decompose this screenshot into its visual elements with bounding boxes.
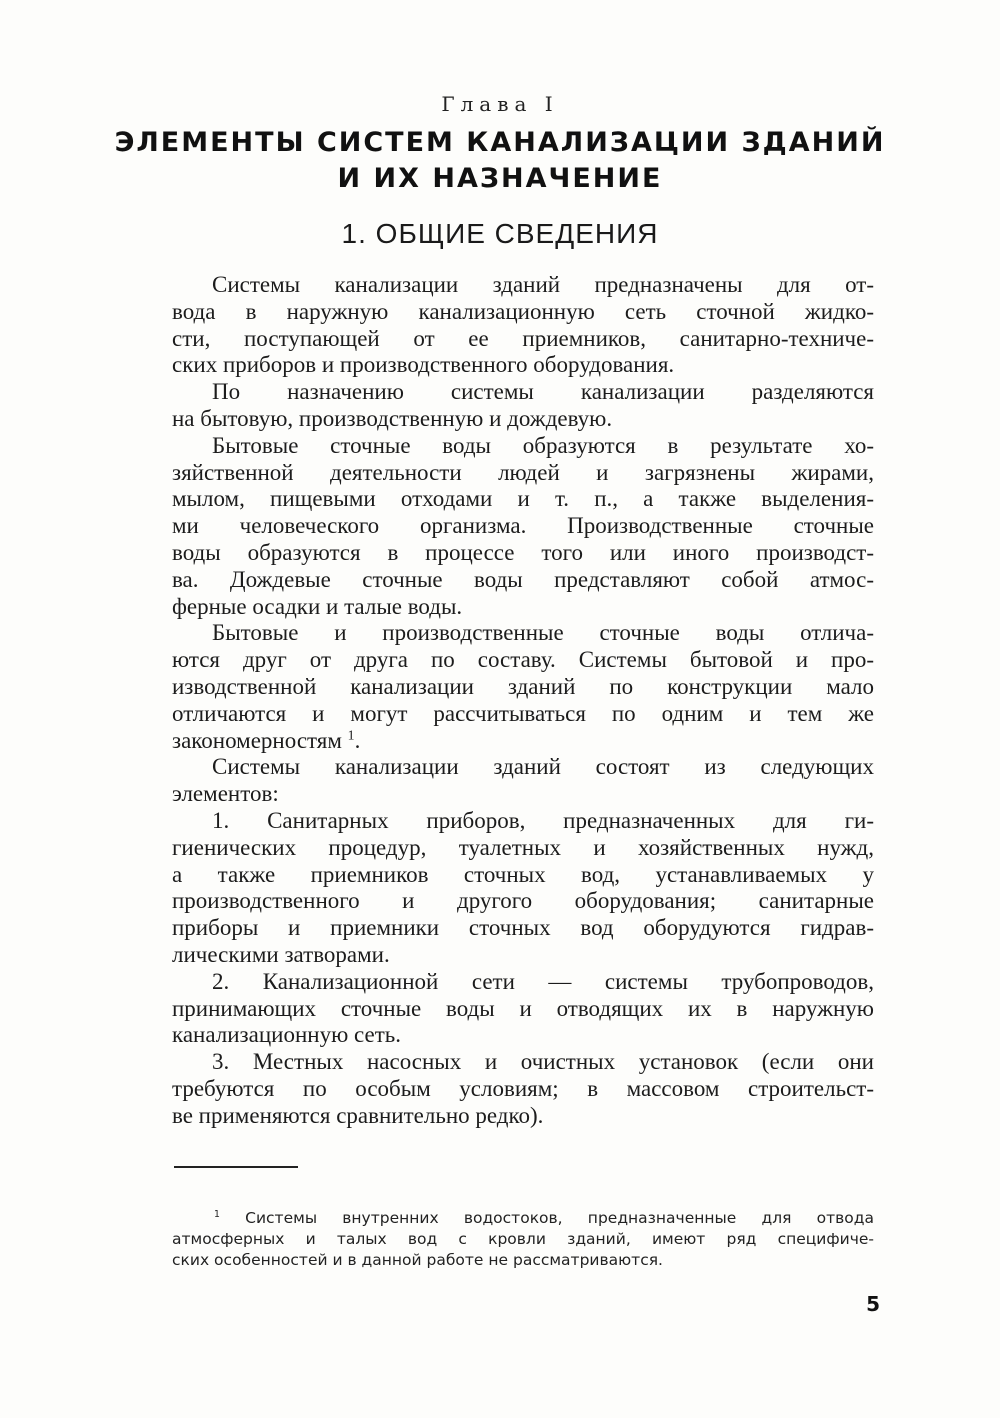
sentence-end: . — [354, 727, 361, 753]
footnote-line: ских особенностей и в данной работе не рассматриваются. — [172, 1251, 663, 1269]
text-line: зяйственной деятельности людей и загрязнены жирами, — [172, 459, 874, 485]
text-line-with-footnote — [172, 728, 874, 755]
paragraph — [172, 272, 874, 379]
text-line: 3. Местных насосных и очистных установок (если они — [212, 1049, 874, 1075]
text-line: сти, поступающей от ее приемников, санитарно-техниче- — [172, 325, 874, 351]
footnote-text: Системы внутренних водостоков, предназначенные для отвода — [245, 1209, 874, 1227]
text-line: отличаются и могут рассчитываться по одним и тем же — [172, 700, 874, 726]
text-line: По назначению системы канализации разделяются — [212, 379, 874, 405]
page-number: 5 — [866, 1292, 880, 1316]
paragraph — [172, 379, 874, 433]
text-line: Бытовые сточные воды образуются в результате хо- — [212, 432, 874, 458]
footnote-marker: 1 — [214, 1208, 220, 1220]
chapter-title-line-2: И ИХ НАЗНАЧЕНИЕ — [337, 163, 663, 194]
paragraph — [172, 754, 874, 808]
footnote-reference[interactable]: 1 — [347, 726, 355, 742]
text-line: принимающих сточные воды и отводящих их в наружную — [172, 995, 874, 1021]
text-line: ва. Дождевые сточные воды представляют собой атмос- — [172, 566, 874, 592]
footnote — [172, 1208, 874, 1271]
list-item — [172, 808, 874, 969]
text-line: закономерностям — [172, 727, 342, 753]
text-line: на бытовую, производственную и дождевую. — [172, 405, 613, 431]
footnote-line: атмосферных и талых вод с кровли зданий, имеют ряд специфиче- — [172, 1230, 874, 1248]
text-line: гиенических процедур, туалетных и хозяйственных нужд, — [172, 834, 874, 860]
text-line: вода в наружную канализационную сеть сточной жидко- — [172, 298, 874, 324]
text-line: Системы канализации зданий предназначены для от- — [212, 272, 874, 297]
text-line: канализационную сеть. — [172, 1022, 401, 1048]
text-line: производственного и другого оборудования; санитарные — [172, 888, 874, 914]
text-line: а также приемников сточных вод, устанавливаемых у — [172, 861, 874, 887]
footnote-divider — [174, 1166, 298, 1168]
paragraph — [172, 620, 874, 754]
text-line: 1. Санитарных приборов, предназначенных для ги- — [212, 807, 874, 833]
text-line: мылом, пищевыми отходами и т. п., а также выделения- — [172, 486, 874, 512]
text-line: ве применяются сравнительно редко). — [172, 1102, 544, 1128]
text-line: ми человеческого организма. Производственные сточные — [172, 513, 874, 539]
section-heading: 1. ОБЩИЕ СВЕДЕНИЯ — [341, 218, 659, 249]
text-line: приборы и приемники сточных вод оборудуются гидрав- — [172, 915, 874, 941]
list-item — [172, 969, 874, 1049]
text-line: ских приборов и производственного оборудования. — [172, 352, 675, 378]
paragraph — [172, 433, 874, 621]
chapter-title-line-1: ЭЛЕМЕНТЫ СИСТЕМ КАНАЛИЗАЦИИ ЗДАНИЙ — [114, 127, 886, 158]
text-line: воды образуются в процессе того или иного производст- — [172, 539, 874, 565]
text-line: ются друг от друга по составу. Системы бытовой и про- — [172, 647, 874, 673]
text-line: изводственной канализации зданий по конструкции мало — [172, 673, 874, 699]
chapter-label: Глава I — [441, 92, 559, 116]
text-line: Системы канализации зданий состоят из следующих — [212, 754, 874, 780]
text-line: Бытовые и производственные сточные воды отлича- — [212, 620, 874, 646]
text-line: лическими затворами. — [172, 941, 390, 967]
chapter-title — [0, 125, 1000, 197]
text-line: 2. Канализационной сети — системы трубопроводов, — [212, 968, 874, 994]
text-line: элементов: — [172, 781, 279, 807]
text-line: ферные осадки и талые воды. — [172, 593, 463, 619]
footnote-line — [172, 1208, 874, 1229]
body-text — [172, 272, 874, 1130]
text-line: требуются по особым условиям; в массовом строительст- — [172, 1075, 874, 1101]
list-item — [172, 1049, 874, 1129]
